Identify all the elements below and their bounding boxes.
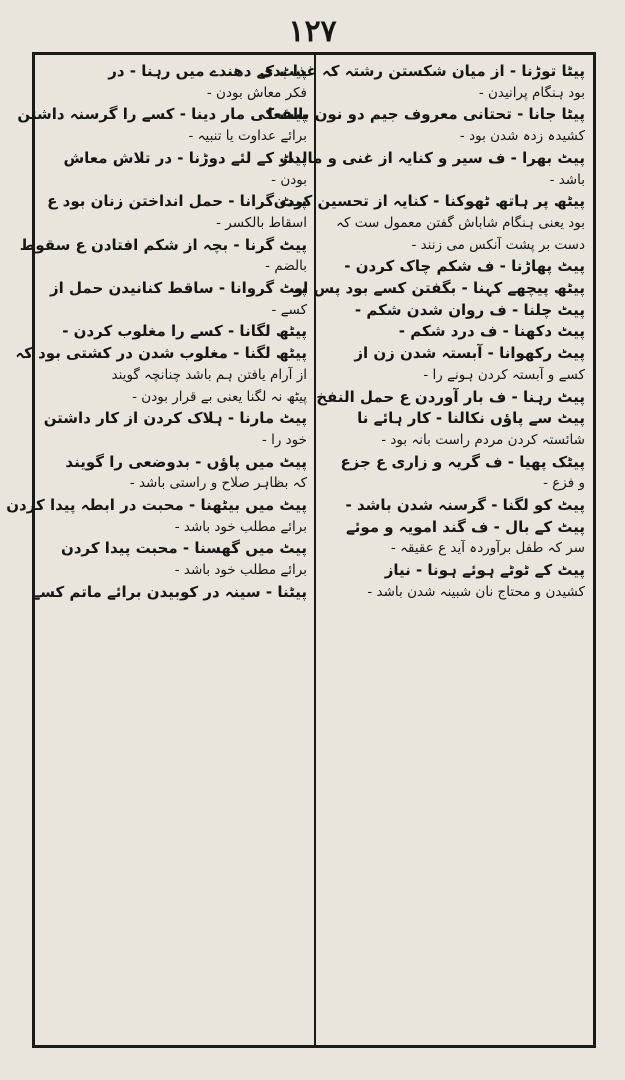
entry-line: پیٹا جانا - تحتانی معروف جیم دو نون بالفعا	[267, 105, 585, 124]
entry-line: بود ہنگام پرانیدن -	[478, 84, 585, 101]
entry-line: پیٹ گرانا - حمل انداختن زنان بود ع	[47, 192, 307, 211]
entry-line: کشیدن و محتاج نان شبینہ شدن باشد -	[367, 583, 585, 600]
entry-line: بالضم -	[265, 258, 307, 275]
entry-line: پیٹ گرنا - بچہ از شکم افتادن ع سقوط	[19, 235, 307, 254]
entry-line: از آرام یافتن ہم باشد چنانچہ گویند	[111, 366, 307, 383]
page-number: ۱۲۷	[288, 14, 337, 49]
entry-line: پیٹک پھیا - ف گریہ و زاری ع جزع	[340, 452, 585, 471]
entry-line: پیٹ میں پاؤں - بدوضعی را گویند	[65, 452, 307, 471]
entry-line: پیٹ کے دھندے میں رہنا - در	[108, 62, 307, 80]
entry-line: پیٹ مارنا - ہلاک کردن از کار داشتن	[43, 409, 307, 428]
entry-line: پیٹھ پیچھے کہنا - بگفتن کسے بود پس او	[293, 279, 585, 298]
entry-line: پیٹ کے لئے دوڑنا - در تلاش معاش	[63, 148, 307, 167]
entry-line: برائے عداوت یا تنبیہ -	[188, 128, 307, 145]
entry-line: برائے مطلب خود باشد -	[174, 518, 307, 535]
entry-line: دست بر پشت آنکس می زنند -	[411, 236, 585, 253]
entry-line: پیٹ کے بال - ف گند امویہ و موئے	[345, 517, 585, 536]
entry-line: پیٹ چلنا - ف روان شدن شکم -	[354, 300, 585, 319]
entry-line: پیٹ کی مار دینا - کسے را گرسنہ داشتن	[17, 105, 307, 124]
entry-line: خود را -	[261, 431, 307, 448]
entry-line: کسے -	[271, 301, 307, 318]
entry-line: پیٹ میں گھسنا - محبت پیدا کردن	[61, 539, 307, 558]
entry-line: پیٹ بھرا - ف سیر و کنایہ از غنی و مالدار	[279, 148, 585, 167]
entry-line: اسقاط بالکسر -	[216, 214, 307, 231]
entry-line: شائستہ کردن مردم راست بانہ بود -	[381, 431, 585, 448]
entry-line: بود یعنی ہنگام شاباش گفتن معمول ست کہ	[336, 214, 585, 231]
entry-line: و فزع -	[543, 475, 585, 492]
entry-line: پیٹ کو لگنا - گرسنہ شدن باشد -	[345, 496, 585, 515]
entry-line: پیٹھ پر ہاتھ ٹھوکنا - کنایہ از تحسین کردن	[273, 192, 585, 211]
entry-line: پیٹھ لگنا - مغلوب شدن در کشتی بود کہ	[15, 344, 307, 363]
entry-line: پیٹ دکھنا - ف درد شکم -	[398, 322, 585, 341]
entry-line: پیٹ گروانا - ساقط کنانیدن حمل از	[50, 279, 307, 298]
entry-line: برائے مطلب خود باشد -	[174, 562, 307, 579]
entry-line: پیٹ کے ٹوٹے ہوئے ہونا - نیاز	[384, 561, 585, 580]
entry-line: پیٹ رکھوانا - آبستہ شدن زن از	[354, 344, 585, 363]
entry-line: پیٹ رہنا - ف بار آوردن ع حمل النفخ	[316, 387, 585, 406]
entry-line: پیٹا توڑنا - از میان شکستن رشتہ کہ غذا بدی	[259, 62, 585, 80]
entry-line: کسے و آبستہ کردن ہونے را -	[423, 366, 585, 383]
entry-line: کشیدہ زدہ شدن بود -	[459, 128, 585, 145]
entry-line: بودن -	[271, 171, 307, 188]
entry-line: فکر معاش بودن -	[206, 84, 307, 101]
entry-line: پیٹ پھاڑنا - ف شکم چاک کردن -	[344, 257, 585, 276]
entry-line: پیٹھ لگانا - کسے را مغلوب کردن -	[62, 322, 307, 341]
entry-line: پیٹنا - سینہ در کوبیدن برائے ماتم کسے	[31, 582, 307, 601]
entry-line: کہ بظاہر صلاح و راستی باشد -	[129, 475, 307, 492]
left-column	[6, 61, 307, 1039]
entry-line: سر کہ طفل برآوردہ آید ع عقیقہ -	[390, 540, 585, 557]
entry-line: پیٹھ نہ لگنا یعنی بے قرار بودن -	[132, 388, 307, 405]
entry-line: باشد -	[549, 171, 585, 188]
dictionary-frame	[6, 52, 596, 1048]
entry-line: پیٹ سے پاؤں نکالنا - کار ہائے نا	[357, 409, 585, 428]
entry-line: پیٹ میں بیٹھنا - محبت در ابطہ پیدا کردن	[6, 496, 307, 515]
